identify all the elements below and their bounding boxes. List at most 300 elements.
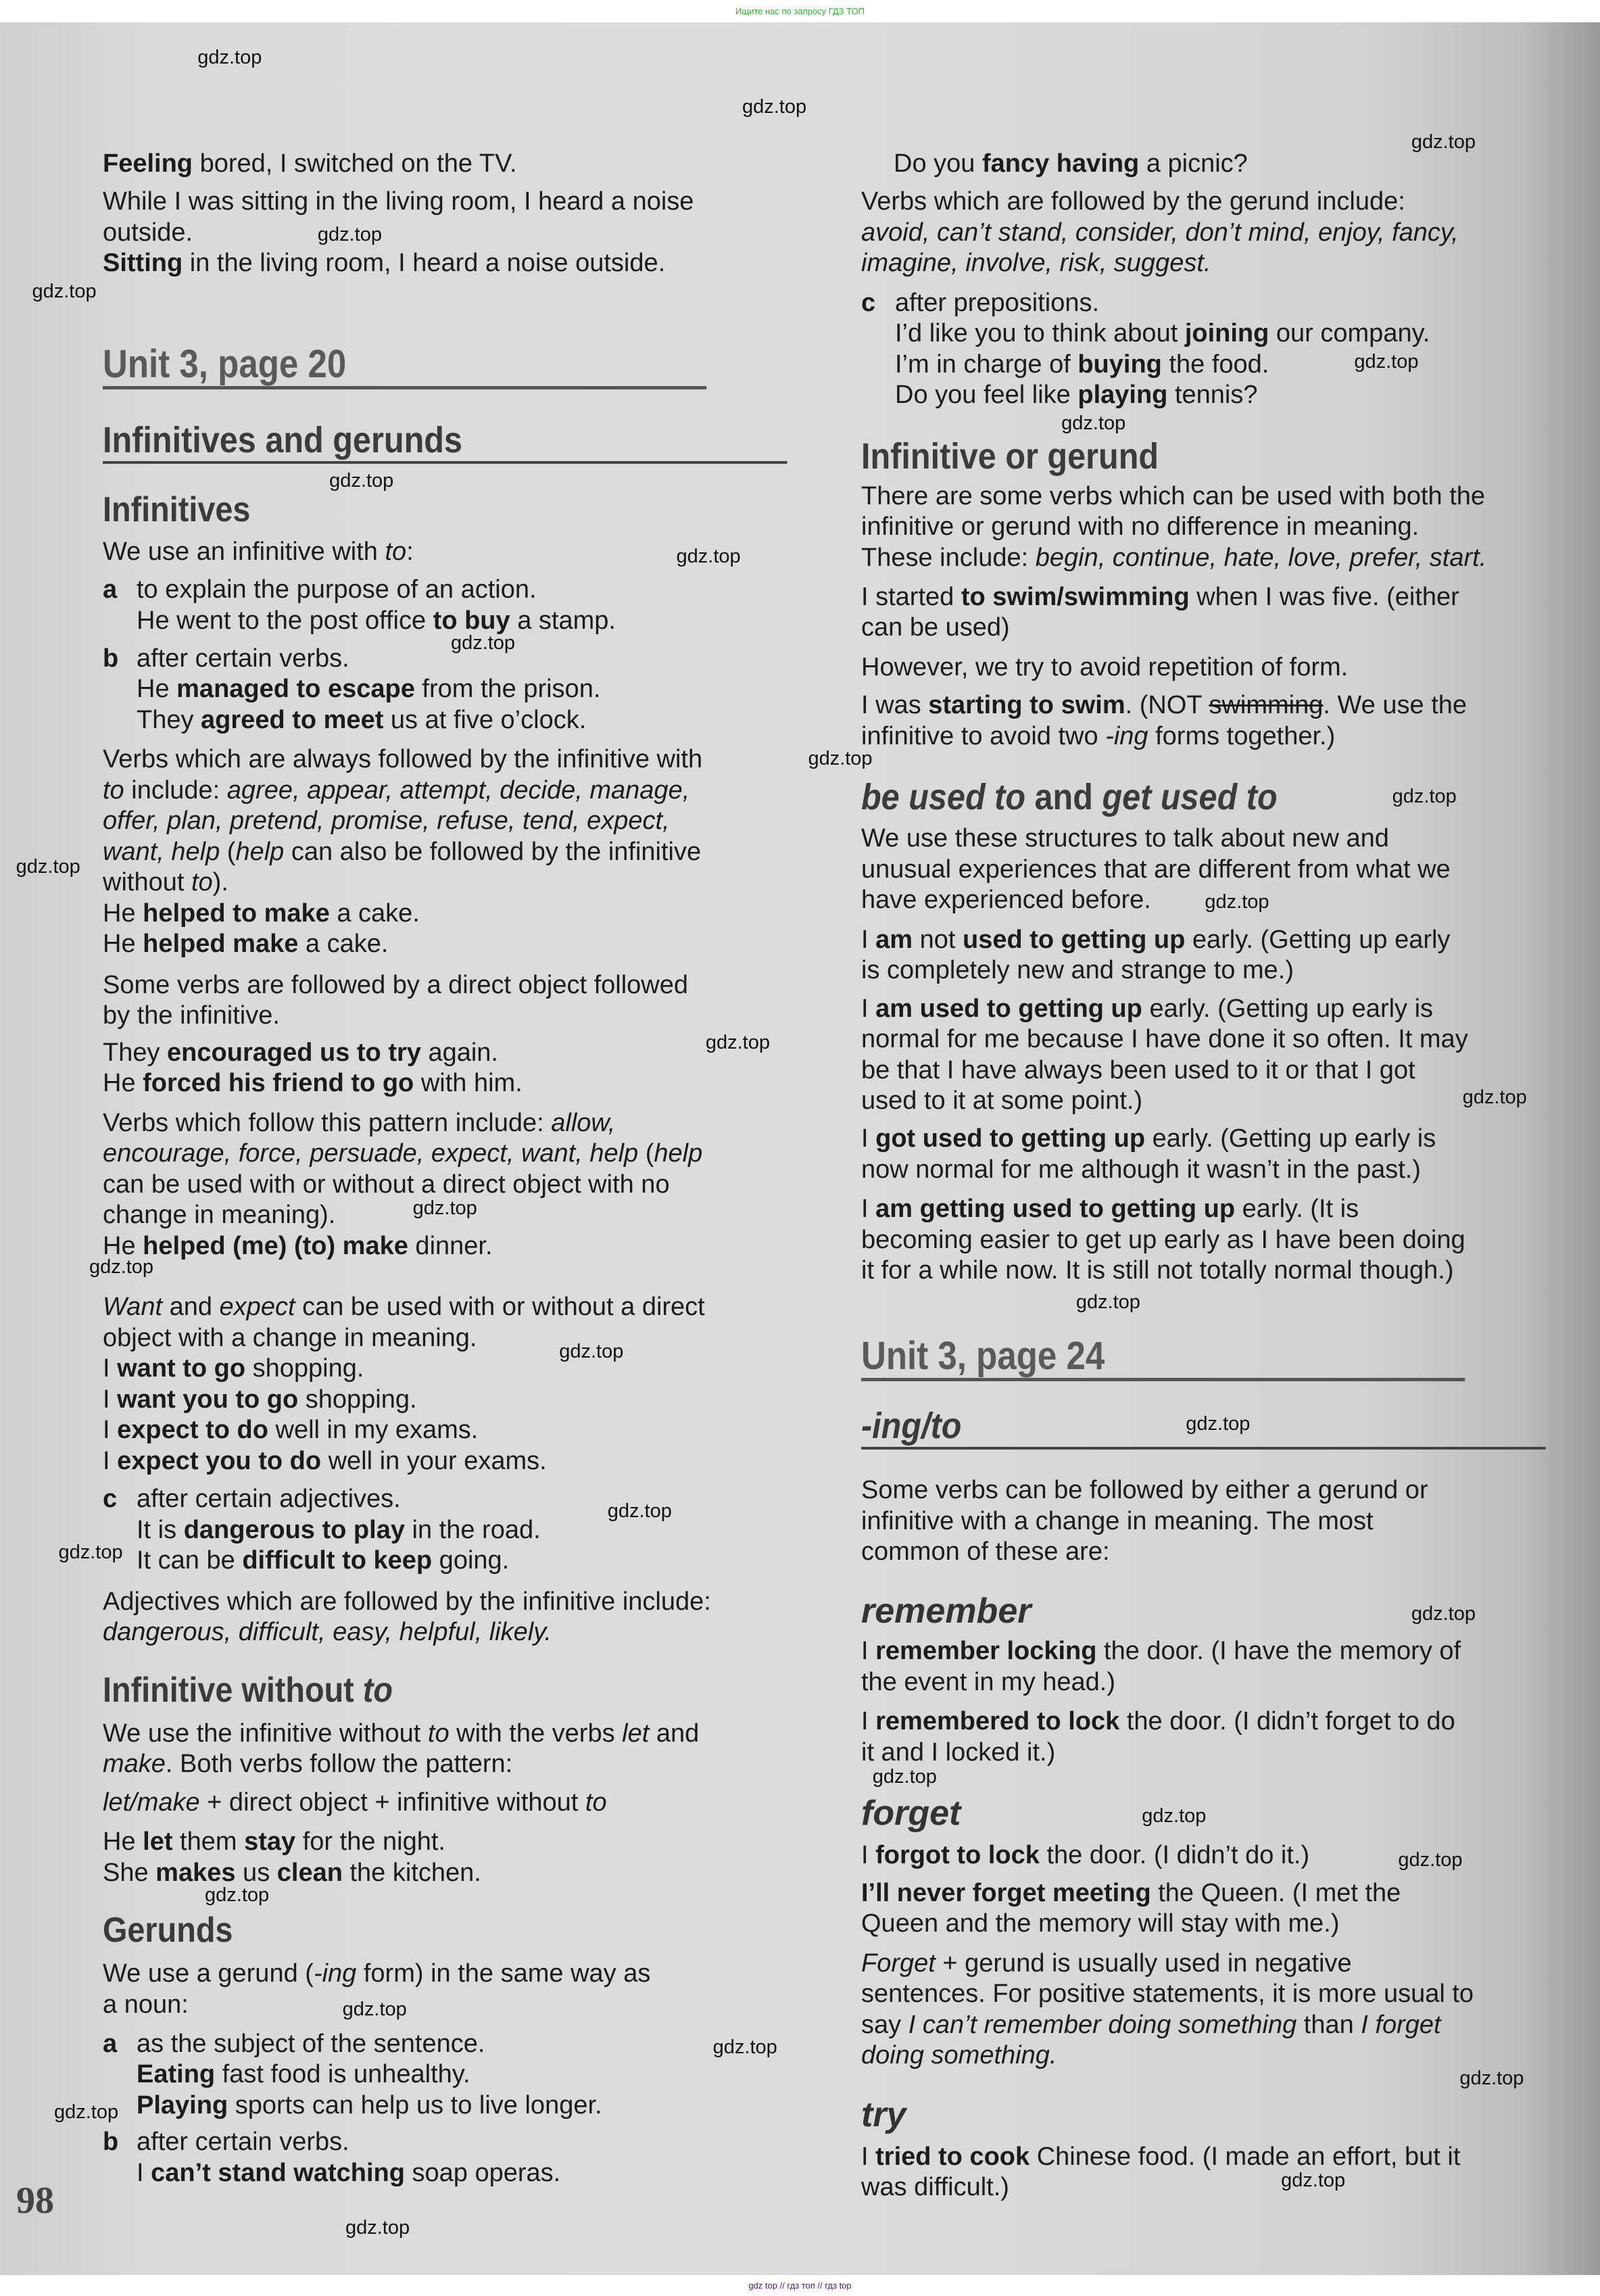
text-run: Infinitives and gerunds <box>103 419 462 460</box>
text-run: I <box>103 1416 118 1445</box>
text-run: infinitive to avoid two <box>861 721 1106 750</box>
watermark-text: gdz.top <box>1281 2170 1346 2192</box>
text-run: I <box>861 994 876 1023</box>
text-line <box>103 2158 799 2189</box>
text-line <box>861 543 1557 574</box>
italic-text: to <box>362 1670 393 1710</box>
text-line <box>103 419 787 461</box>
text-run: the door. (I didn’t forget to do <box>1119 1707 1455 1736</box>
text-run: say <box>861 2010 908 2039</box>
text-run: They <box>137 705 201 734</box>
text-line <box>103 575 799 606</box>
text-line <box>861 1506 1557 1537</box>
text-line <box>861 380 1557 411</box>
text-run: I’d like you to think about <box>895 319 1185 348</box>
text-line <box>861 1667 1557 1698</box>
watermark-text: gdz.top <box>53 2101 119 2123</box>
watermark-text: gdz.top <box>58 1541 123 1564</box>
section-heading <box>103 419 787 464</box>
text-run: Unit 3, page 20 <box>103 342 347 387</box>
bold-text: am <box>875 925 913 954</box>
text-line <box>103 1827 799 1858</box>
italic-text: dangerous, difficult, easy, helpful, likely. <box>103 1618 552 1647</box>
bold-text: am getting used to getting up <box>875 1195 1236 1224</box>
text-line <box>103 1587 799 1618</box>
text-line <box>861 690 1557 721</box>
paragraph <box>103 1587 799 1648</box>
text-run: Verbs which are followed by the gerund include: <box>861 187 1405 216</box>
paragraph <box>861 1124 1557 1185</box>
paragraph <box>103 1108 799 1262</box>
text-run: normal for me because I have done it so often. It may <box>861 1025 1468 1054</box>
text-line <box>103 705 799 736</box>
text-line <box>103 1990 799 2021</box>
text-run: sports can help us to live longer. <box>228 2090 602 2120</box>
bold-text: helped make <box>143 930 299 959</box>
watermark-text: gdz.top <box>197 46 262 68</box>
text-line <box>103 1170 799 1201</box>
text-line <box>861 1878 1557 1909</box>
bold-text: expect to do <box>117 1416 268 1445</box>
text-line <box>103 744 799 775</box>
watermark-text: gdz.top <box>1459 2067 1524 2089</box>
italic-text: Want <box>103 1293 163 1322</box>
text-run: Do you <box>894 149 982 178</box>
bold-text: joining <box>1184 319 1269 348</box>
page-number: 98 <box>16 2180 54 2222</box>
italic-text: help <box>235 837 285 866</box>
list-item <box>103 1484 799 1577</box>
text-run: early. (Getting up early is <box>1142 994 1434 1023</box>
text-run: Infinitive or gerund <box>861 435 1159 477</box>
text-run: . We use the <box>1323 691 1468 720</box>
bold-text: makes <box>155 1858 236 1887</box>
text-run: a picnic? <box>1139 149 1248 178</box>
text-line <box>103 1231 799 1262</box>
text-line <box>861 1194 1557 1225</box>
text-run: is completely new and strange to me.) <box>861 956 1294 985</box>
paragraph <box>861 925 1557 986</box>
text-run: Infinitives <box>103 489 251 529</box>
text-run: include: <box>124 775 227 805</box>
text-line <box>861 652 1557 684</box>
bold-text: got used to getting up <box>875 1124 1146 1153</box>
section-heading <box>861 1793 1557 1834</box>
bold-text: agreed to meet <box>201 705 384 734</box>
text-run: sentences. For positive statements, it is more usual to <box>861 1980 1474 2009</box>
text-run: While I was sitting in the living room, I heard a noise <box>103 187 694 216</box>
paragraph <box>861 994 1557 1117</box>
text-line <box>103 187 799 218</box>
bold-text: to buy <box>433 606 510 635</box>
text-line <box>103 1788 799 1819</box>
text-run: It can be <box>137 1546 243 1575</box>
text-run: I <box>861 1840 876 1869</box>
paragraph <box>861 187 1557 279</box>
text-line <box>103 2127 799 2158</box>
text-run: after prepositions. <box>895 288 1100 317</box>
italic-text: to <box>427 1719 450 1748</box>
paragraph <box>103 1959 799 2020</box>
italic-text: avoid, can’t stand, consider, don’t mind, enjoy, fancy, <box>861 218 1459 247</box>
text-run: It is <box>137 1515 184 1544</box>
watermark-text: gdz.top <box>1186 1412 1251 1435</box>
text-line <box>861 855 1557 886</box>
text-run: dinner. <box>408 1231 493 1260</box>
italic-text: let/make <box>103 1788 200 1817</box>
watermark-text: gdz.top <box>205 1884 270 1906</box>
paragraph <box>103 149 799 180</box>
watermark-text: gdz.top <box>676 546 741 568</box>
text-line <box>103 970 799 1001</box>
bold-text: remembered to lock <box>875 1707 1120 1736</box>
watermark-text: gdz.top <box>342 1998 407 2020</box>
text-run: to explain the purpose of an action. <box>137 575 537 604</box>
text-line <box>861 823 1557 855</box>
paragraph <box>861 1706 1557 1768</box>
text-line <box>861 2172 1557 2203</box>
watermark-text: gdz.top <box>1392 786 1457 808</box>
top-search-banner[interactable]: Ищите нас по запросу ГДЗ ТОП <box>0 0 1600 22</box>
paragraph <box>861 1636 1557 1698</box>
text-line <box>861 1086 1557 1117</box>
text-run: Queen and the memory will stay with me.) <box>861 1909 1340 1938</box>
text-line <box>861 318 1557 350</box>
bold-text: Sitting <box>103 249 183 278</box>
bold-text: starting to swim <box>928 691 1125 720</box>
text-run: Unit 3, page 24 <box>861 1333 1105 1378</box>
bold-text: want you to go <box>117 1385 299 1414</box>
text-line <box>103 218 799 249</box>
bold-text: forced his friend to go <box>143 1069 414 1098</box>
text-line <box>103 1038 799 1069</box>
list-item <box>103 644 799 736</box>
text-run: well in my exams. <box>268 1416 479 1445</box>
textbook-page <box>0 22 1600 2275</box>
text-run: He <box>103 930 143 959</box>
text-run: We use an infinitive with <box>103 537 385 566</box>
text-run: object with a change in meaning. <box>103 1323 477 1352</box>
bold-text: tried to cook <box>875 2142 1030 2171</box>
text-run: He went to the post office <box>137 606 433 635</box>
text-run: infinitive with a change in meaning. The most <box>861 1506 1374 1535</box>
text-line <box>103 1354 799 1385</box>
text-run: well in your exams. <box>321 1446 547 1475</box>
item-label: c <box>861 288 876 317</box>
watermark-text: gdz.top <box>1462 1086 1527 1108</box>
text-line <box>103 1959 799 1990</box>
bold-text: encouraged us to try <box>167 1038 421 1067</box>
text-run: ). <box>212 868 228 897</box>
watermark-text: gdz.top <box>559 1341 624 1363</box>
text-run: the Queen. (I met the <box>1150 1878 1401 1907</box>
text-line <box>861 2095 1557 2135</box>
text-run: soap operas. <box>404 2158 561 2187</box>
text-line <box>861 1155 1557 1186</box>
text-run: after certain verbs. <box>137 644 349 673</box>
bold-text: playing <box>1077 381 1168 410</box>
paragraph <box>103 899 799 960</box>
text-run: after certain adjectives. <box>137 1485 401 1514</box>
text-run: the event in my head.) <box>861 1667 1115 1696</box>
text-run: shopping. <box>298 1385 417 1414</box>
watermark-text: gdz.top <box>1061 412 1126 435</box>
text-run: going. <box>432 1546 510 1575</box>
text-run: can be used) <box>861 613 1010 642</box>
text-run: change in meaning). <box>103 1201 336 1230</box>
watermark-text: gdz.top <box>1411 131 1476 153</box>
text-run: Infinitive without <box>103 1670 363 1710</box>
text-line <box>103 149 799 180</box>
text-run: I <box>103 1446 118 1475</box>
text-run: common of these are: <box>861 1537 1110 1566</box>
text-line <box>103 2090 799 2122</box>
italic-text: agree, appear, attempt, decide, manage, <box>226 775 690 805</box>
italic-text: allow, <box>551 1108 616 1137</box>
text-run: a noun: <box>103 1990 189 2019</box>
text-run: becoming easier to get up early as I have been doing <box>861 1225 1465 1254</box>
paragraph <box>103 970 799 1032</box>
text-run: I <box>861 1707 876 1736</box>
item-label: a <box>103 575 118 604</box>
text-run: Verbs which follow this pattern include: <box>103 1108 552 1137</box>
watermark-text: gdz.top <box>1205 891 1269 913</box>
text-run: the door. (I have the memory of <box>1096 1637 1461 1666</box>
list-item <box>103 2127 799 2189</box>
paragraph <box>103 1038 799 1099</box>
watermark-text: gdz.top <box>1398 1848 1463 1871</box>
italic-text: I forget <box>1361 2010 1441 2039</box>
text-line <box>861 1636 1557 1667</box>
text-run: + gerund is usually used in negative <box>935 1948 1352 1978</box>
text-line <box>861 994 1557 1025</box>
item-label: c <box>103 1485 118 1514</box>
text-run: and <box>649 1719 700 1748</box>
text-run: He <box>103 1231 143 1260</box>
italic-text: be used to <box>861 777 1026 818</box>
text-run: Verbs which are always followed by the infinitive with <box>103 745 703 774</box>
paragraph <box>861 582 1557 644</box>
bold-text: difficult to keep <box>242 1546 433 1575</box>
text-run: We use these structures to talk about new and <box>861 824 1389 853</box>
text-run: our company. <box>1269 319 1430 348</box>
text-run: try <box>861 2095 906 2134</box>
text-line <box>103 2029 799 2060</box>
bold-text: am used to getting up <box>875 994 1142 1023</box>
paragraph <box>103 187 799 248</box>
text-line <box>103 1385 799 1416</box>
text-run: I <box>103 1354 118 1383</box>
text-run: She <box>103 1858 156 1887</box>
text-line <box>861 582 1557 613</box>
text-line <box>103 343 706 386</box>
text-line <box>103 489 729 530</box>
section-heading <box>861 2095 1557 2135</box>
italic-text: get used to <box>1102 777 1278 818</box>
text-run: He <box>103 899 143 928</box>
text-run: fast food is unhealthy. <box>215 2060 470 2089</box>
text-run: us at five o’clock. <box>383 705 587 734</box>
text-run: now normal for me although it wasn’t in the past.) <box>861 1155 1421 1184</box>
text-run: was difficult.) <box>861 2173 1009 2202</box>
text-run: with the verbs <box>449 1719 623 1748</box>
text-run: be that I have always been used to it or that I got <box>861 1055 1415 1084</box>
text-line <box>861 721 1557 752</box>
text-run: He <box>137 675 177 704</box>
bold-text: remember locking <box>875 1637 1097 1666</box>
text-run: I’m in charge of <box>895 350 1078 379</box>
text-run: outside. <box>103 218 193 247</box>
italic-text: to <box>103 775 124 805</box>
paragraph <box>861 1194 1557 1287</box>
paragraph <box>861 652 1557 684</box>
text-run: I <box>861 1195 876 1224</box>
italic-text: offer, plan, pretend, promise, refuse, tend, expect, <box>103 807 670 836</box>
text-run: He <box>103 1069 143 1098</box>
text-line <box>861 512 1557 543</box>
italic-text: to <box>191 868 213 897</box>
text-line <box>103 1108 799 1139</box>
text-line <box>103 837 799 868</box>
text-run: a stamp. <box>510 606 616 635</box>
text-line <box>103 1515 799 1546</box>
bold-text: Playing <box>137 2090 228 2120</box>
italic-text: encourage, force, persuade, expect, want, help <box>103 1139 639 1168</box>
bold-text: Eating <box>137 2060 216 2089</box>
italic-text: -ing <box>313 1959 357 1988</box>
paragraph <box>894 149 1590 180</box>
text-line <box>103 1323 799 1354</box>
text-line <box>861 248 1557 279</box>
section-heading <box>103 343 706 389</box>
text-line <box>103 899 799 930</box>
item-label: b <box>103 644 119 673</box>
text-run: There are some verbs which can be used with both the <box>861 481 1486 510</box>
watermark-text: gdz.top <box>1075 1291 1140 1313</box>
italic-text: I can’t remember doing something <box>908 2010 1297 2039</box>
text-run: He <box>103 1827 143 1857</box>
paragraph <box>861 1475 1557 1568</box>
text-run: with him. <box>414 1069 523 1098</box>
text-run: However, we try to avoid repetition of form. <box>861 652 1349 681</box>
text-line <box>861 350 1557 381</box>
text-run: and <box>1025 777 1102 818</box>
bold-text: fancy having <box>981 149 1140 178</box>
bold-text: dangerous to play <box>183 1515 405 1544</box>
text-line <box>861 435 1488 477</box>
text-run: in the road. <box>404 1515 541 1544</box>
text-line <box>861 1738 1557 1769</box>
text-run: used to it at some point.) <box>861 1086 1143 1116</box>
text-run: and <box>162 1293 220 1322</box>
text-run: for the night. <box>295 1827 445 1857</box>
paragraph <box>103 248 799 279</box>
watermark-text: gdz.top <box>345 2216 410 2239</box>
text-line <box>103 775 799 807</box>
bottom-banner[interactable]: gdz top // гдз топ // гдз top <box>0 2275 1600 2296</box>
paragraph <box>861 690 1557 752</box>
text-line <box>861 1793 1557 1834</box>
text-run: Gerunds <box>103 1910 233 1950</box>
bold-text: clean <box>276 1858 343 1887</box>
text-line <box>103 674 799 705</box>
text-run: them <box>172 1827 245 1857</box>
text-line <box>103 1292 799 1323</box>
item-label: a <box>103 2029 118 2058</box>
text-line <box>861 218 1557 249</box>
text-run: from the prison. <box>414 675 601 704</box>
italic-text: Forget <box>861 1948 936 1978</box>
text-line <box>861 1024 1557 1055</box>
bold-text: to swim/swimming <box>961 582 1190 611</box>
italic-text: -ing/to <box>861 1405 962 1446</box>
text-run: ( <box>638 1139 654 1168</box>
text-run: us <box>235 1858 277 1887</box>
text-run: again. <box>420 1038 498 1067</box>
text-line <box>861 2142 1557 2173</box>
section-heading <box>103 1910 729 1951</box>
italic-text: -ing <box>1105 721 1148 750</box>
text-run: infinitive or gerund with no difference in meaning. <box>861 512 1420 542</box>
text-line <box>861 1255 1557 1287</box>
text-run: unusual experiences that are different from what we <box>861 855 1451 884</box>
text-run: I was <box>861 691 929 720</box>
text-line <box>861 1225 1557 1256</box>
watermark-text: gdz.top <box>872 1765 937 1788</box>
text-run: We use a gerund ( <box>103 1959 314 1988</box>
paragraph <box>861 1878 1557 1940</box>
text-run: in the living room, I heard a noise outside. <box>183 249 666 278</box>
text-run: I <box>103 1385 118 1414</box>
text-line <box>861 187 1557 218</box>
italic-text: imagine, involve, risk, suggest. <box>861 249 1211 278</box>
italic-text: begin, continue, hate, love, prefer, start. <box>1035 543 1487 572</box>
text-run: by the infinitive. <box>103 1001 280 1030</box>
text-run: I <box>861 1637 876 1666</box>
watermark-text: gdz.top <box>1411 1603 1476 1625</box>
watermark-text: gdz.top <box>32 281 97 303</box>
text-line <box>103 1415 799 1446</box>
text-line <box>103 1139 799 1170</box>
text-line <box>861 613 1557 644</box>
text-run: than <box>1296 2010 1361 2039</box>
text-line <box>894 149 1590 180</box>
text-line <box>861 1124 1557 1155</box>
text-line <box>861 481 1557 512</box>
paragraph <box>103 1719 799 1780</box>
text-run: Do you feel like <box>895 381 1078 410</box>
paragraph <box>861 481 1557 574</box>
text-line <box>103 1068 799 1099</box>
bold-text: buying <box>1077 350 1162 379</box>
text-line <box>861 1948 1557 1980</box>
text-line <box>103 1749 799 1780</box>
text-line <box>861 1335 1465 1378</box>
bold-text: used to getting up <box>963 925 1186 954</box>
italic-text: let <box>622 1719 650 1748</box>
text-run: bored, I switched on the TV. <box>193 149 517 178</box>
text-run: I started <box>861 582 961 611</box>
bold-text: Feeling <box>103 149 193 178</box>
bold-text: can’t stand watching <box>151 2158 405 2187</box>
text-run: : <box>406 537 414 566</box>
text-run: forms together.) <box>1148 721 1336 750</box>
item-label: b <box>103 2128 119 2157</box>
text-run: early. (Getting up early <box>1185 925 1451 954</box>
watermark-text: gdz.top <box>450 632 516 654</box>
text-line <box>861 1475 1557 1506</box>
section-heading <box>103 489 729 530</box>
